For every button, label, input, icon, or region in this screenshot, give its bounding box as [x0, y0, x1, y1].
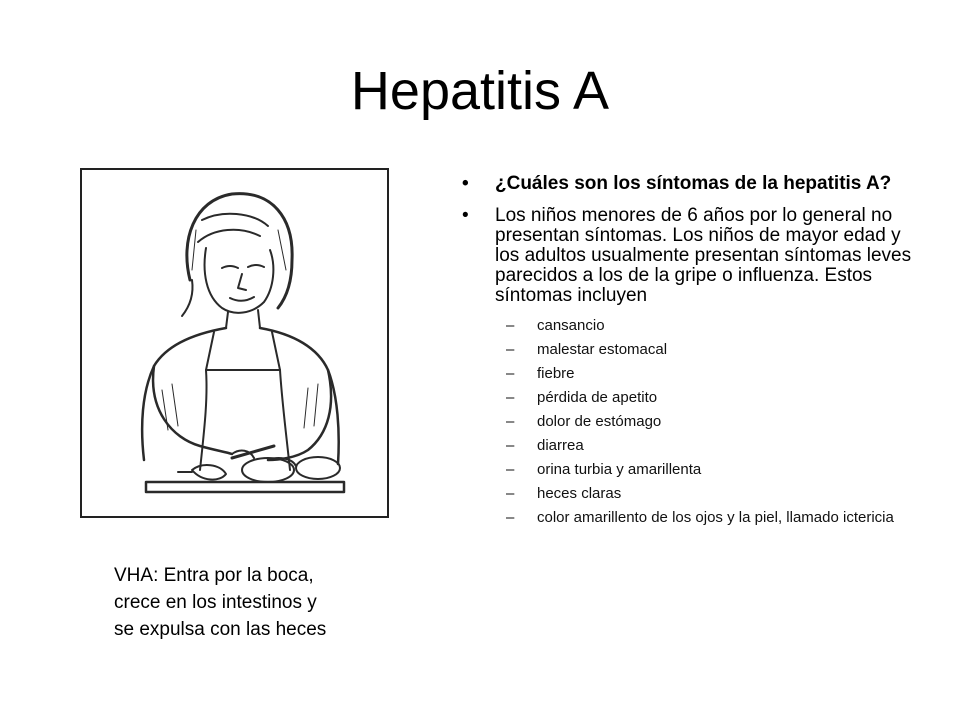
question-bullet: • ¿Cuáles son los síntomas de la hepatitis A?: [462, 174, 922, 194]
woman-preparing-chicken-illustration: [82, 170, 387, 516]
description-bullet: • Los niños menores de 6 años por lo general no presentan síntomas. Los niños de mayor edad y los adultos usualmente presentan síntomas leves parecidos a los de la gripe o influenza. Estos síntomas incluyen: [462, 206, 922, 306]
symptom-item: – color amarillento de los ojos y la piel, llamado ictericia: [462, 510, 922, 526]
symptom-item: – malestar estomacal: [462, 342, 922, 358]
symptom-list: [462, 318, 922, 526]
symptom-item: – heces claras: [462, 486, 922, 502]
symptom-item: – diarrea: [462, 438, 922, 454]
caption: [114, 562, 394, 643]
caption-line: VHA: Entra por la boca,: [114, 565, 314, 586]
caption-line: crece en los intestinos y: [114, 592, 317, 613]
symptom-item: – dolor de estómago: [462, 414, 922, 430]
bullet-list: [462, 174, 922, 534]
illustration-frame: [80, 168, 389, 518]
slide-title: Hepatitis A: [350, 61, 610, 121]
symptom-item: – fiebre: [462, 366, 922, 382]
symptom-item: – orina turbia y amarillenta: [462, 462, 922, 478]
caption-line: se expulsa con las heces: [114, 619, 327, 640]
symptom-item: – cansancio: [462, 318, 922, 334]
symptom-item: – pérdida de apetito: [462, 390, 922, 406]
